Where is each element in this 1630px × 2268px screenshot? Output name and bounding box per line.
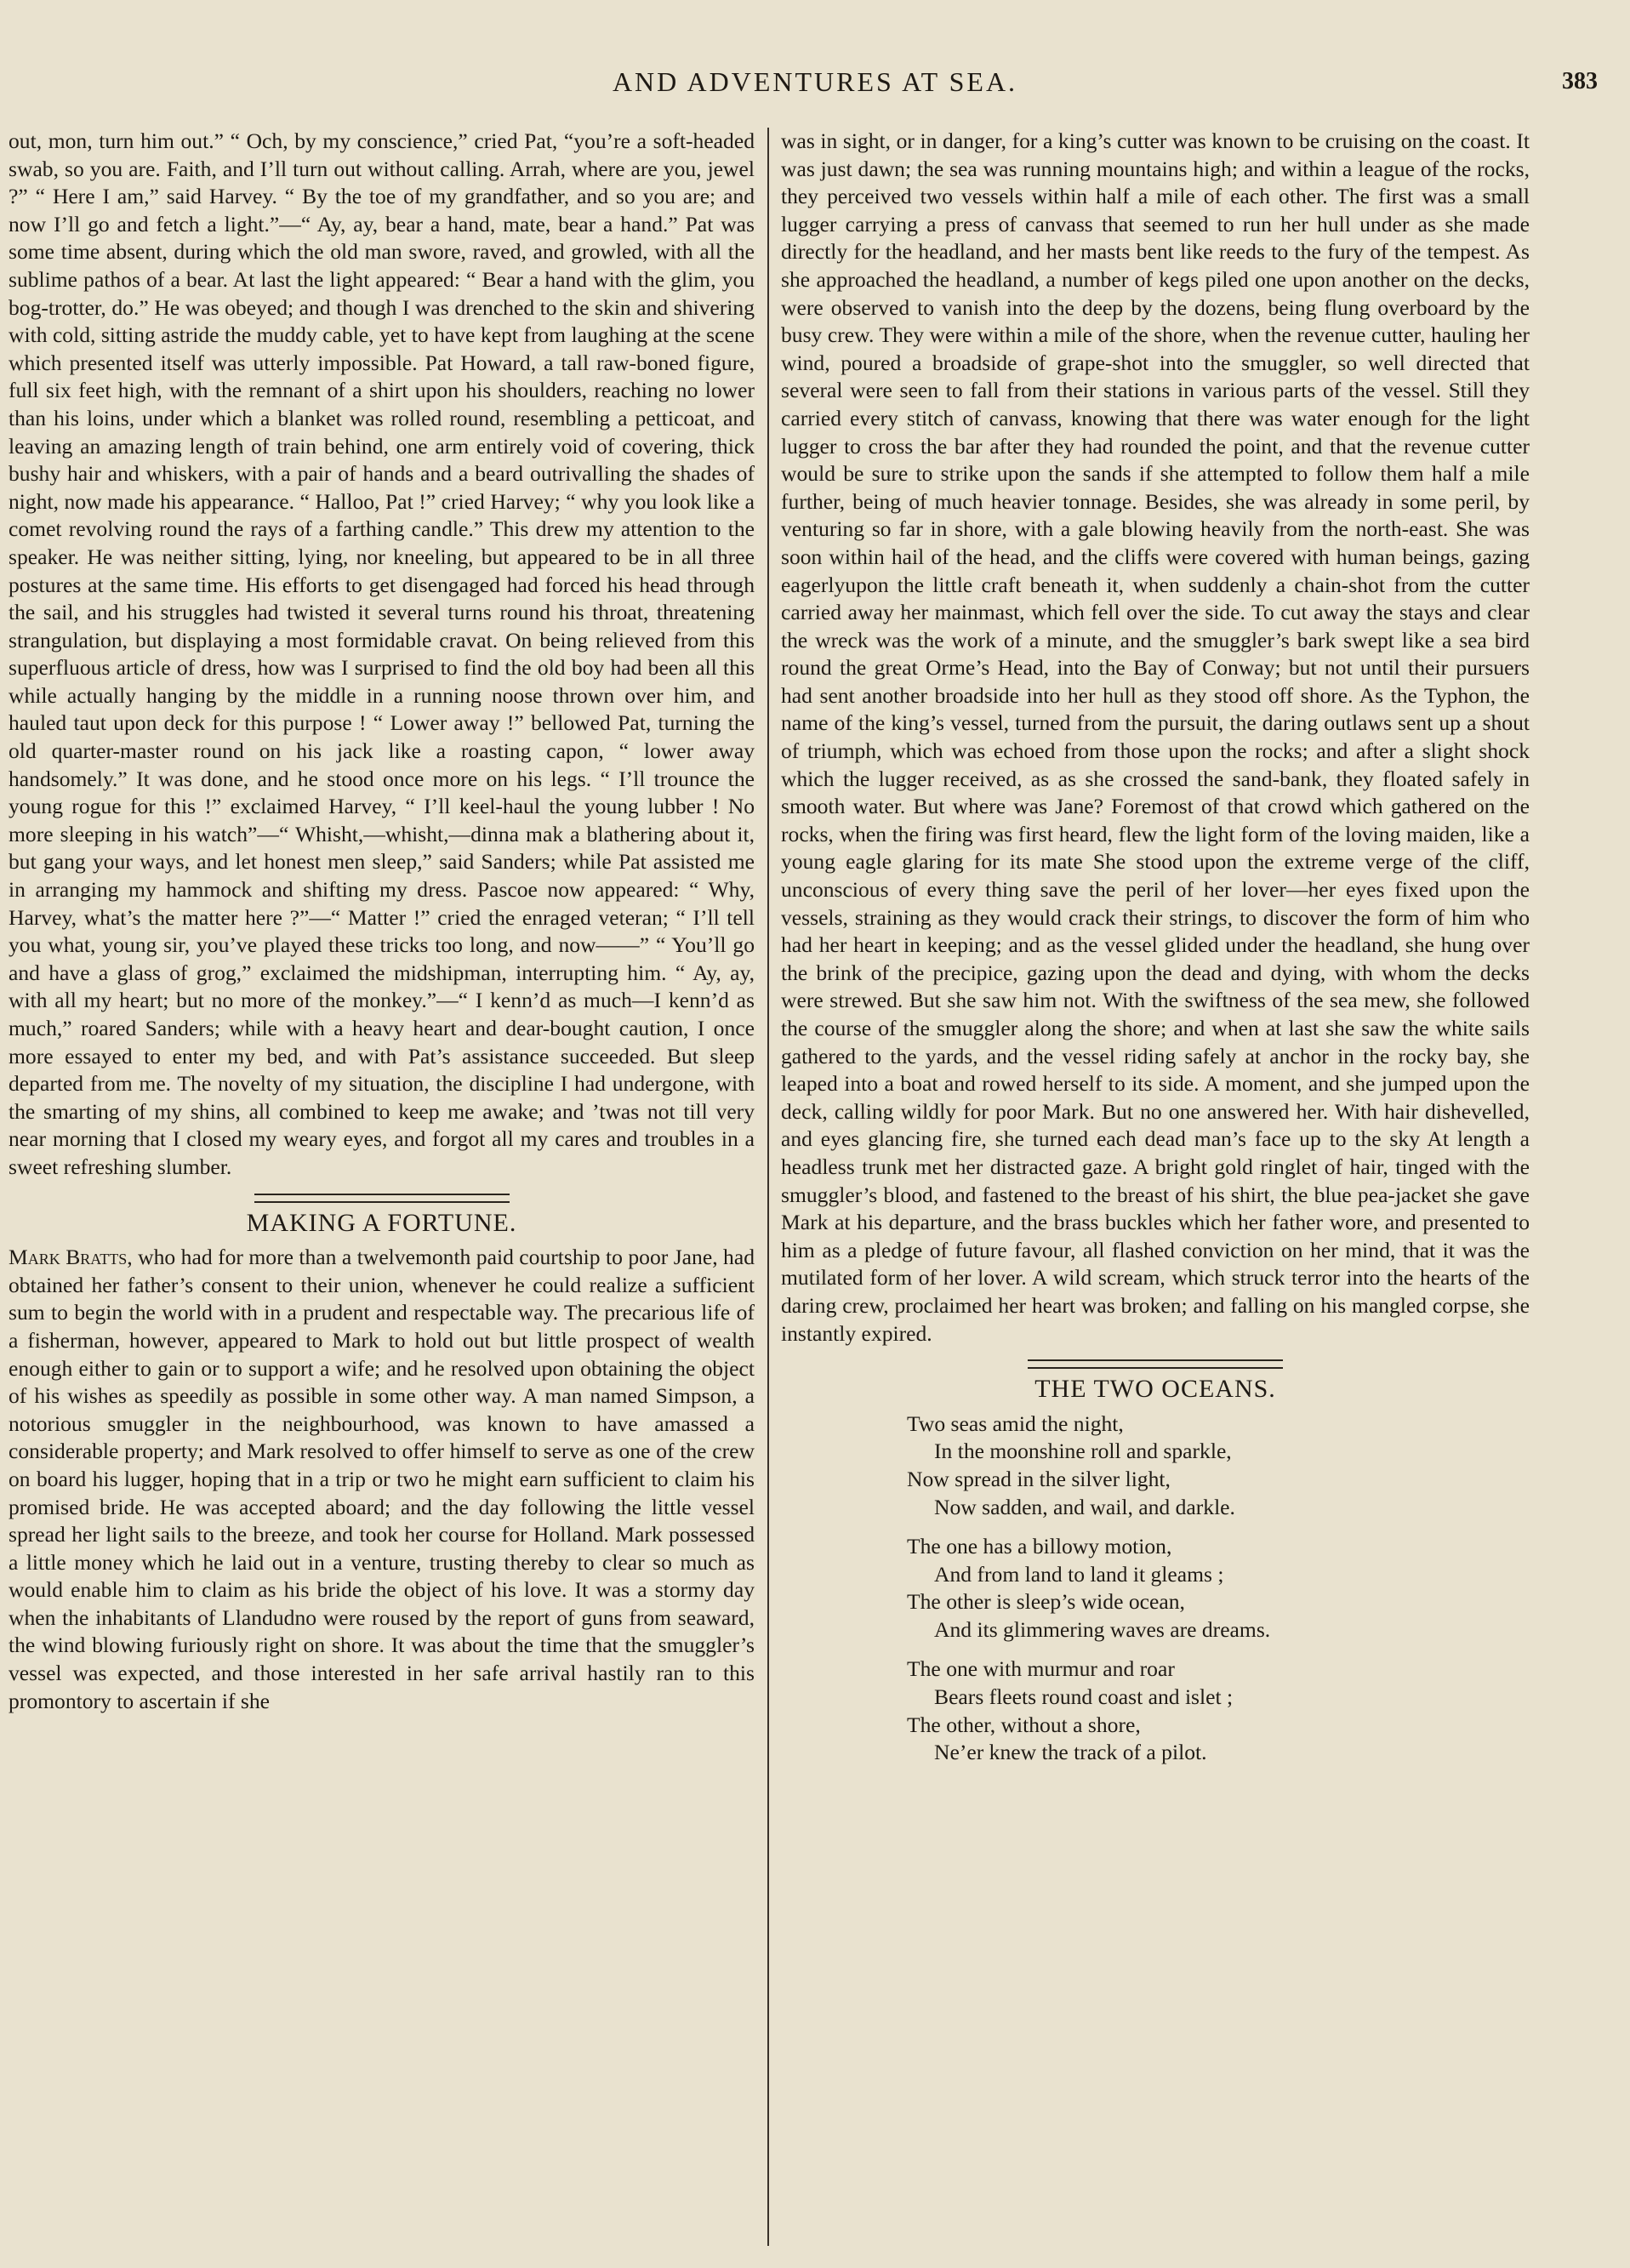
poem-the-two-oceans (781, 1410, 1530, 1767)
section-divider (254, 1194, 510, 1203)
right-column (781, 128, 1530, 2254)
poem-line: The other, without a shore, (907, 1712, 1141, 1737)
poem-line: Now spread in the silver light, (907, 1466, 1171, 1491)
page-number: 383 (1562, 68, 1598, 94)
poem-line: The one with murmur and roar (907, 1656, 1175, 1682)
story-continuation-paragraph: out, mon, turn him out.” “ Och, by my conscience,” cried Pat, “you’re a soft-headed swab, so you are. Faith, and I’ll turn out without calling. Arrah, where are you, jewel ?” “ Here I am,” said Harvey. “ By the toe of my grandfather, and so you are; and now I’ll go and fetch a light.”—“ Ay, ay, bear a hand, mate, bear a hand.” Pat was some time absent, during which the old man swore, raved, and growled, with all the sublime pathos of a bear. At last the light appeared: “ Bear a hand with the glim, you bog-trotter, do.” He was obeyed; and though I was drenched to the skin and shivering with cold, sitting astride the muddy cable, yet to have kept from laughing at the scene which presented itself was utterly impossible. Pat Howard, a tall raw-boned figure, full six feet high, with the remnant of a shirt upon his shoulders, reaching no lower than his loins, under which a blanket was rolled round, resembling a petticoat, and leaving an amazing length of train behind, one arm entirely void of covering, thick bushy hair and whiskers, with a pair of hands and a beard outrivalling the shades of night, now made his appearance. “ Halloo, Pat !” cried Harvey; “ why you look like a comet revolving round the rays of a farthing candle.” This drew my attention to the speaker. He was neither sitting, lying, nor kneeling, but appeared to be in all three postures at the same time. His efforts to get disengaged had forced his head through the sail, and his struggles had twisted it several turns round his throat, threatening strangulation, but displaying a most formidable cravat. On being relieved from this superfluous article of dress, how was I surprised to find the old boy had been all this while actually hanging by the middle in a running noose thrown over him, and hauled taut upon deck for this purpose ! “ Lower away !” bellowed Pat, turning the old quarter-master round on his jack like a roasting capon, “ lower away handsomely.” It was done, and he stood once more on his legs. “ I’ll trounce the young rogue for this !” exclaimed Harvey, “ I’ll keel-haul the young lubber ! No more sleeping in his watch”—“ Whisht,—whisht,—dinna mak a blathering about it, but gang your ways, and let honest men sleep,” said Sanders; while Pat assisted me in arranging my hammock and shifting my dress. Pascoe now appeared: “ Why, Harvey, what’s the matter here ?”—“ Matter !” cried the enraged veteran; “ I’ll tell you what, young sir, you’ve played these tricks too long, and now——” “ You’ll go and have a glass of grog,” exclaimed the midshipman, interrupting him. “ Ay, ay, with all my heart; but no more of the monkey.”—“ I kenn’d as much—I kenn’d as much,” roared Sanders; while with a heavy heart and dear-bought caution, I once more essayed to enter my bed, and with Pat’s assistance succeeded. But sleep departed from me. The novelty of my situation, the discipline I had undergone, with the smarting of my shins, all combined to keep me awake; and ’twas not till very near morning that I closed my weary eyes, and forgot all my cares and troubles in a sweet refreshing slumber. (9, 128, 755, 1179)
making-a-fortune-continuation: was in sight, or in danger, for a king’s cutter was known to be cruising on the coast. It was just dawn; the sea was running mountains high; and within a league of the rocks, they perceived two vessels within half a mile of each other. The first was a small lugger carrying a press of canvass that seemed to run her hull under as she made directly for the headland, and her masts bent like reeds to the fury of the tempest. As she approached the headland, a number of kegs piled one upon another on the decks, were observed to vanish into the deep by the dozens, being flung overboard by the busy crew. They were within a mile of the shore, when the revenue cutter, hauling her wind, poured a broadside of grape-shot into the smuggler, so well directed that several were seen to fall from their stations in various parts of the vessel. Still they carried every stitch of canvass, knowing that there was water enough for the light lugger to cross the bar after they had rounded the point, and that the revenue cutter would be sure to strike upon the sands if she attempted to follow them half a mile further, being of much heavier tonnage. Besides, she was already in some peril, by venturing so far in shore, with a gale blowing heavily from the north-east. She was soon within hail of the head, and the cliffs were covered with human beings, gazing eagerlyupon the little craft beneath it, when suddenly a chain-shot from the cutter carried away her mainmast, which fell over the side. To cut away the stays and clear the wreck was the work of a minute, and the smuggler’s bark swept like a sea bird round the great Orme’s Head, into the Bay of Conway; but not until their pursuers had sent another broadside into her hull as they stood off shore. As the Typhon, the name of the king’s vessel, turned from the pursuit, the daring outlaws sent up a shout of triumph, which was echoed from those upon the rocks; and after a slight shock which the lugger received, as as she crossed the sand-bank, they floated safely in smooth water. But where was Jane? Foremost of that crowd which gathered on the rocks, when the firing was first heard, flew the light form of the loving maiden, like a young eagle glaring for its mate She stood upon the extreme verge of the cliff, unconscious of every thing save the peril of her lover—her eyes fixed upon the vessels, straining as they would crack their strings, to discover the form of him who had her heart in keeping; and as the vessel glided under the headland, she hung over the brink of the precipice, gazing upon the dead and dying, with whom the decks were strewed. But she saw him not. With the swiftness of the sea mew, she followed the course of the smuggler along the shore; and when at last she saw the white sails gathered to the yards, and the vessel riding safely at anchor in the rocky bay, she leaped into a boat and rowed herself to its side. A moment, and she jumped upon the deck, calling wildly for poor Mark. But no one answered her. With hair dishevelled, and eyes glancing fire, she turned each dead man’s face up to the sky At length a headless trunk met her distracted gaze. A bright gold ringlet of hair, tinged with the smuggler’s blood, and fastened to the breast of his shirt, the blue pea-jacket she gave Mark at his departure, and the brass buckles which her father wore, and presented to him as a pledge of future favour, all flashed conviction on her mind, that it was the mutilated form of her lover. A wild scream, which struck terror into the hearts of the daring crew, proclaimed her heart was broken; and falling on his mangled corpse, she instantly expired. (781, 128, 1530, 1346)
section-title-making-a-fortune: MAKING A FORTUNE. (246, 1208, 517, 1237)
paragraph-body: who had for more than a twelvemonth paid courtship to poor Jane, had obtained her father’s consent to their union, whenever he could realize a sufficient sum to begin the world with in a prudent and respectable way. The precarious life of a fisherman, however, appeared to Mark to hold out but little prospect of wealth enough either to gain or to support a wife; and he resolved upon obtaining the object of his wishes as speedily as possible in some other way. A man named Simpson, a notorious smuggler in the neighbourhood, was known to have amassed a considerable property; and Mark resolved to offer himself to serve as one of the crew on board his lugger, hoping that in a trip or two he might earn sufficient to claim his promised bride. He was accepted aboard; and the day following the little vessel spread her light sails to the breeze, and took her course for Holland. Mark possessed a little money which he laid out in a venture, trusting thereby to clear so much as would enable him to claim as his bride the object of his love. It was a stormy day when the inhabitants of Llandudno were roused by the report of guns from seaward, the wind blowing furiously right on shore. It was about the time that the smuggler’s vessel was expected, and those interested in her safe arrival hastily ran to this promontory to ascertain if she (9, 1245, 755, 1713)
poem-line: In the moonshine roll and sparkle, (934, 1439, 1232, 1464)
poem-line: The other is sleep’s wide ocean, (907, 1589, 1185, 1615)
poem-stanza (907, 1655, 1530, 1766)
poem-stanza (907, 1533, 1530, 1644)
poem-line: Two seas amid the night, (907, 1410, 1124, 1436)
paragraph-lead-name: Mark Bratts, (9, 1245, 133, 1270)
poem-title: THE TWO OCEANS. (1034, 1375, 1276, 1404)
poem-line: Ne’er knew the track of a pilot. (934, 1740, 1207, 1765)
running-head: AND ADVENTURES AT SEA. (612, 66, 1018, 97)
poem-line: The one has a billowy motion, (907, 1534, 1172, 1559)
poem-line: Now sadden, and wail, and darkle. (934, 1494, 1235, 1519)
poem-line: And from land to land it gleams ; (934, 1561, 1224, 1587)
column-rule (767, 128, 769, 2246)
making-a-fortune-paragraph (9, 1244, 755, 1715)
section-divider (1028, 1359, 1283, 1369)
page-header (0, 66, 1630, 109)
left-column (9, 128, 755, 2254)
poem-line: And its glimmering waves are dreams. (934, 1616, 1271, 1642)
poem-line: Bears fleets round coast and islet ; (934, 1684, 1234, 1710)
poem-stanza (907, 1410, 1530, 1521)
